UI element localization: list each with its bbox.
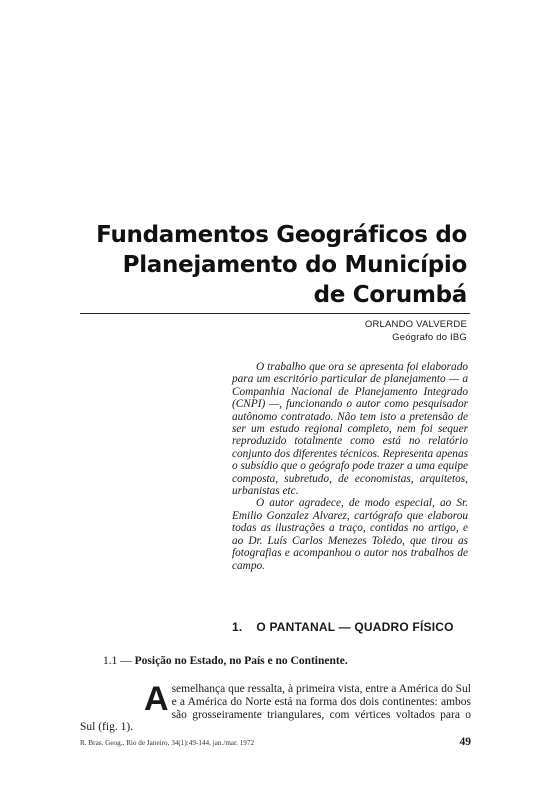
abstract: [232, 361, 468, 572]
subsection-number: 1.1 —: [103, 655, 132, 667]
drop-cap: A: [144, 680, 169, 718]
abstract-paragraph-1: O trabalho que ora se apresenta foi elaborado para um escritório particular de planejamento — a Companhia Nacional de Planejamento Integrado (CNPI) —, funcionando o autor como pesquisador autônomo contratado. Não tem isto a pretensão de ser um estudo regional completo, nem foi sequer reproduzido totalmente como está no relatório conjunto dos diferentes técnicos. Representa apenas o subsídio que o geógrafo pode trazer a uma equipe composta, subretudo, de economistas, arquitetos, urbanistas etc.: [232, 361, 468, 498]
article-title: [96, 220, 467, 310]
title-line-1: Fundamentos Geográficos do: [96, 222, 467, 248]
body-paragraph: semelhança que ressalta, à primeira vista, entre a América do Sul e a América do Norte está na forma dos dois continentes: ambos são grosseiramente triangulares, com vértices voltados para o Sul (fig. 1).: [80, 683, 471, 734]
section-title: O PANTANAL — QUADRO FÍSICO: [256, 620, 454, 634]
author-block: [365, 318, 467, 344]
page-number: 49: [459, 736, 471, 748]
journal-citation: R. Bras. Geog., Rio de Janeiro, 34(1):49-144, jan./mar. 1972: [80, 739, 255, 747]
title-line-3: de Corumbá: [313, 282, 467, 308]
subsection-heading: [103, 655, 483, 667]
subsection-title: Posição no Estado, no País e no Continente.: [134, 655, 348, 667]
author-affiliation: Geógrafo do IBG: [392, 332, 467, 343]
section-heading: [232, 620, 468, 634]
section-number: 1.: [232, 620, 243, 634]
title-divider: [80, 313, 470, 314]
title-line-2: Planejamento do Município: [122, 252, 467, 278]
body-text: [80, 680, 471, 734]
abstract-paragraph-2: O autor agradece, de modo especial, ao Sr. Emilio Gonzalez Alvarez, cartógrafo que elaborou todas as ilustrações a traço, contidas no artigo, e ao Dr. Luís Carlos Menezes Toledo, que tirou as fotografias e acompanhou o autor nos trabalhos de campo.: [232, 497, 468, 572]
author-name: ORLANDO VALVERDE: [364, 319, 467, 330]
